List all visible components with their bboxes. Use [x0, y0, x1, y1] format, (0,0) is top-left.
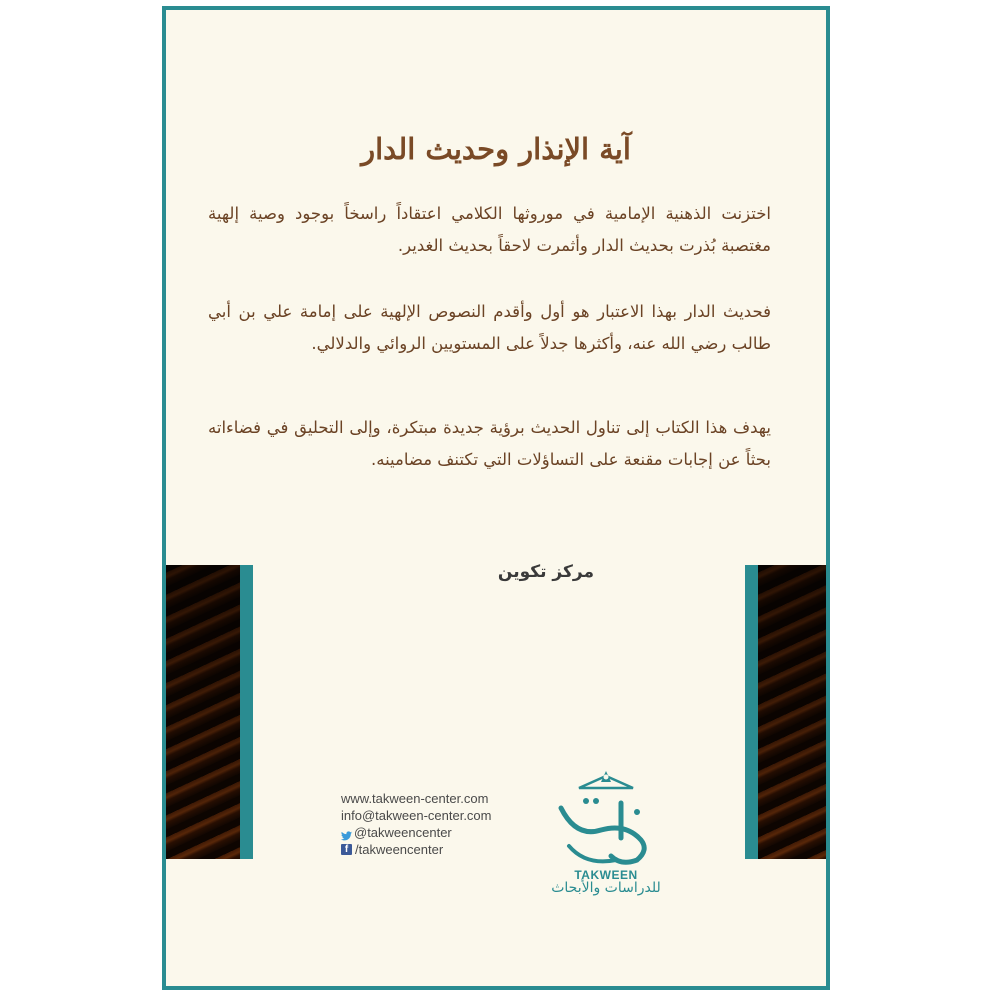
facebook-link[interactable]: [341, 841, 492, 858]
decorative-photo-left: [166, 565, 240, 859]
back-cover: [162, 6, 830, 990]
email-link[interactable]: [341, 807, 492, 824]
facebook-handle: /takweencenter: [355, 842, 444, 857]
paragraph-3: يهدف هذا الكتاب إلى تناول الحديث برؤية جديدة مبتكرة، وإلى التحليق في فضاءاته بحثاً عن إجابات مقنعة على التساؤلات التي تكتنف مضامينه.: [208, 418, 771, 469]
twitter-icon: [341, 828, 351, 838]
teal-stripe-left: [240, 565, 253, 859]
publisher-signature: مركز تكوين: [497, 562, 594, 582]
website-link[interactable]: [341, 790, 492, 807]
book-title: آية الإنذار وحديث الدار: [361, 132, 631, 166]
twitter-link[interactable]: [341, 824, 492, 841]
paragraph-1: اختزنت الذهنية الإمامية في موروثها الكلامي اعتقاداً راسخاً بوجود وصية إلهية مغتصبة بُذرت بحديث الدار وأثمرت لاحقاً بحديث الغدير.: [208, 204, 771, 255]
facebook-icon: f: [341, 844, 352, 855]
teal-stripe-right: [745, 565, 758, 859]
logo-tagline: للدراسات والأبحاث: [551, 880, 661, 896]
email-text: info@takween-center.com: [341, 808, 492, 823]
contact-block: [341, 790, 492, 858]
twitter-handle: @takweencenter: [354, 825, 452, 840]
paragraph-2: فحديث الدار بهذا الاعتبار هو أول وأقدم النصوص الإلهية على إمامة علي بن أبي طالب رضي الله عنه، وأكثرها جدلاً على المستويين الروائي والدلالي.: [208, 302, 771, 353]
decorative-photo-right: [758, 565, 826, 859]
logo-name-en: TAKWEEN: [574, 868, 638, 882]
website-text: www.takween-center.com: [341, 791, 489, 806]
